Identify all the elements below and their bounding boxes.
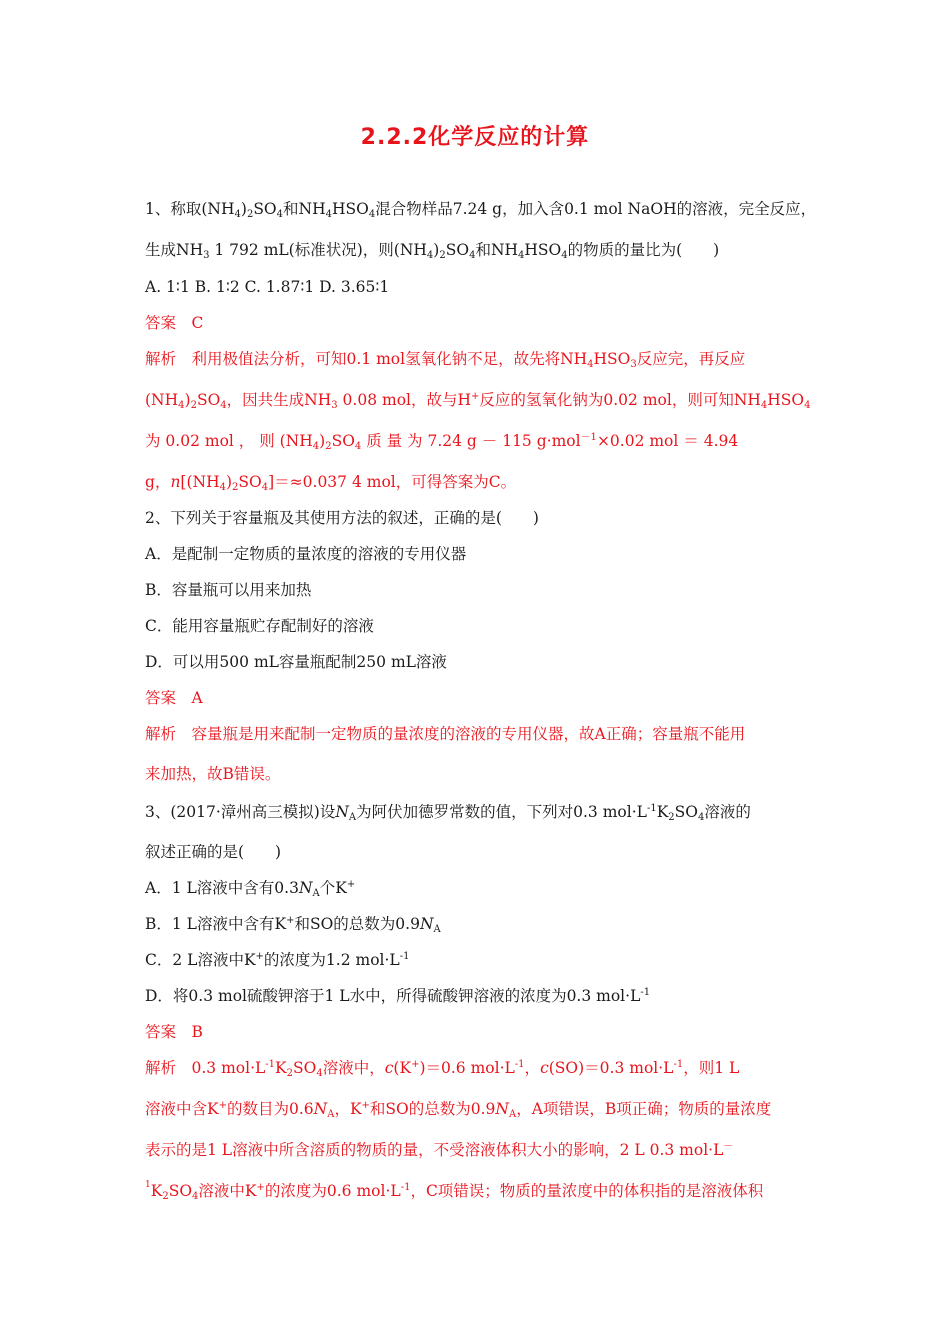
q3-answer: 答案 B (145, 1023, 203, 1041)
q3-explanation-line3: 表示的是1 L溶液中所含溶质的物质的量，不受溶液体积大小的影响，2 L 0.3 mol·L－ (145, 1141, 734, 1159)
q2-answer: 答案 A (145, 689, 203, 707)
q1-options: A. 1∶1 B. 1∶2 C. 1.87∶1 D. 3.65∶1 (145, 278, 390, 296)
q3-explanation-line4: $^1K_2SO_4$溶液中K+的浓度为0.6 $mol\cdot L^{-1}$，C项错误；物质的量浓度中的体积指的是溶液体积 (145, 1180, 764, 1202)
q1-stem-line1: 1、称取$(NH_4)_2SO_4$和$NH_4HSO_4$混合物样品7.24 g，加入含0.1 mol NaOH的溶液，完全反应， (145, 200, 817, 220)
q2-explanation-line1: 解析 容量瓶是用来配制一定物质的量浓度的溶液的专用仪器，故A正确；容量瓶不能用 (145, 725, 746, 743)
q2-option-c: C．能用容量瓶贮存配制好的溶液 (145, 617, 374, 635)
q2-option-d: D．可以用500 mL容量瓶配制250 mL溶液 (145, 653, 447, 671)
q1-explanation-line2: $(NH_4)_2SO_4$，因共生成$NH_3$ 0.08 mol，故与H+反应的氢氧化钠为0.02 mol，则可知$NH_4HSO_4$ (145, 391, 811, 411)
q2-explanation-line2: 来加热，故B错误。 (145, 765, 281, 783)
q3-option-d: D．将0.3 mol硫酸钾溶于1 L水中，所得硫酸钾溶液的浓度为0.3 $mol\cdot L^{-1}$ (145, 987, 651, 1005)
q1-explanation-line1: 解析 利用极值法分析，可知0.1 mol氢氧化钠不足，故先将$NH_4HSO_3$反应完，再反应 (145, 350, 746, 370)
q1-stem-line2: 生成$NH_3$ 1 792 mL(标准状况)，则$(NH_4)_2SO_4$和$NH_4HSO_4$的物质的量比为( ) (145, 241, 720, 261)
q1-explanation-line4: g，$n[(NH_4)_2SO_4]=\approx 0.037$ 4 mol，可得答案为C。 (145, 473, 517, 493)
q3-explanation-line2: 溶液中含K+的数目为$0.6N_A$，K+和SO的总数为$0.9N_A$，A项错误，B项正确；物质的量浓度 (145, 1100, 772, 1120)
page-title: 2.2.2化学反应的计算 (360, 125, 590, 150)
q3-stem-line1: 3、(2017·漳州高三模拟)设$N_A$为阿伏加德罗常数的值，下列对0.3 $mol\cdot L^{-1}K_2SO_4$溶液的 (145, 803, 751, 823)
q2-option-a: A．是配制一定物质的量浓度的溶液的专用仪器 (145, 545, 467, 563)
q1-answer: 答案 C (145, 314, 204, 332)
q3-option-a: A．1 L溶液中含有$0.3N_A$个K+ (145, 879, 356, 899)
q2-option-b: B．容量瓶可以用来加热 (145, 581, 312, 599)
q3-option-b: B．1 L溶液中含有K+和SO的总数为$0.9N_A$ (145, 915, 441, 935)
q3-explanation-line1: 解析 0.3 $mol\cdot L^{-1}K_2SO_4$溶液中，c(K+)＝0.6 $mol\cdot L^{-1}$，c(SO)＝0.3 $mol\cdot L^{-1}$，则1 L (145, 1059, 740, 1079)
q2-stem: 2、下列关于容量瓶及其使用方法的叙述，正确的是( ) (145, 509, 539, 527)
q3-option-c: C．2 L溶液中K+的浓度为1.2 $mol\cdot L^{-1}$ (145, 951, 410, 969)
q1-explanation-line3: 为 0.02 mol ， 则 $(NH_4)_2SO_4$ 质 量 为 7.24 g － 115 g·mol$^{-1}$×0.02 mol ＝ 4.94 (145, 432, 739, 452)
q3-stem-line2: 叙述正确的是( ) (145, 843, 282, 861)
